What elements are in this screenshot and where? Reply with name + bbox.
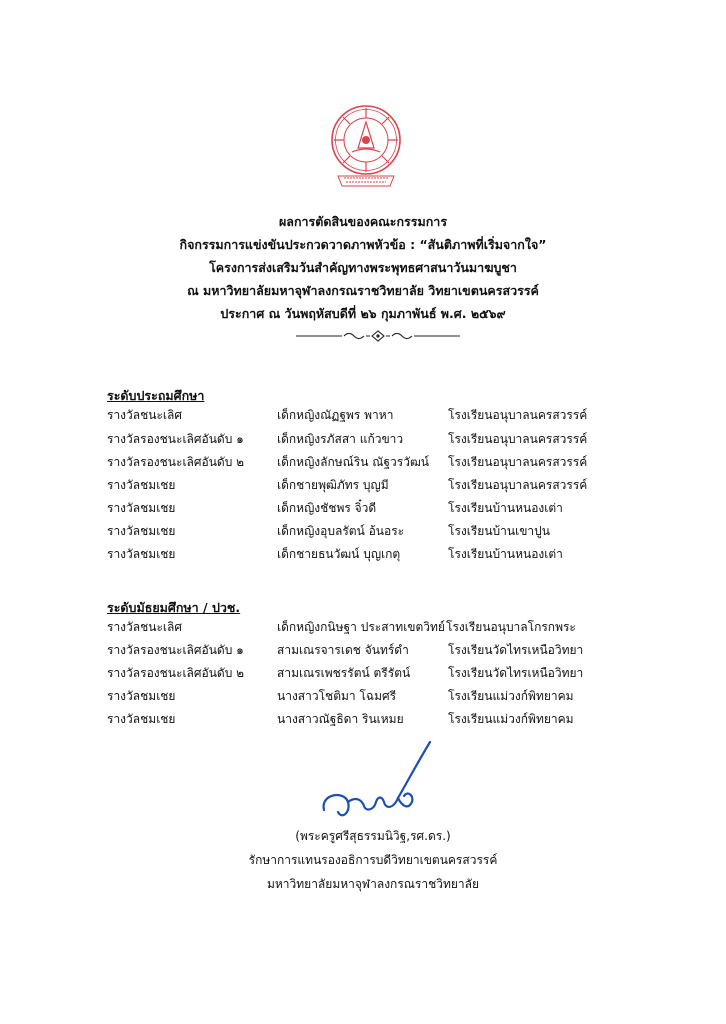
signatory-position: รักษาการแทนรองอธิการบดีวิทยาเขตนครสวรรค์ [248, 853, 498, 867]
primary-section-title: ระดับประถมศึกษา [107, 388, 205, 403]
university-seal-icon [330, 104, 402, 190]
school-name: โรงเรียนอนุบาลนครสวรรค์ [448, 455, 588, 469]
school-name: โรงเรียนวัดไทรเหนือวิทยา [448, 643, 584, 657]
award-label: รางวัลชมเชย [107, 501, 176, 515]
award-label: รางวัลชมเชย [107, 547, 176, 561]
award-label: รางวัลชนะเลิศ [107, 408, 182, 422]
table-row [0, 406, 726, 428]
signatory-name: (พระครูศรีสุธรรมนิวิฐ,รศ.ดร.) [295, 829, 451, 843]
table-row [0, 453, 726, 475]
award-label: รางวัลชมเชย [107, 478, 176, 492]
winner-name: เด็กหญิงชัชพร จิ๋วดี [277, 501, 377, 515]
winner-name: เด็กชายพุฒิภัทร บุญมี [277, 478, 389, 492]
school-name: โรงเรียนบ้านหนองเต่า [448, 501, 563, 515]
winner-name: นางสาวโชติมา โฉมศรี [277, 689, 397, 703]
award-label: รางวัลรองชนะเลิศอันดับ ๒ [107, 455, 245, 469]
school-name: โรงเรียนอนุบาลนครสวรรค์ [448, 408, 588, 422]
table-row [0, 641, 726, 663]
header-project: โครงการส่งเสริมวันสำคัญทางพระพุทธศาสนาวันมาฆบูชา [209, 260, 517, 275]
school-name: โรงเรียนแม่วงก์พิทยาคม [448, 712, 574, 726]
announcement-header [0, 210, 726, 325]
header-activity: กิจกรรมการแข่งขันประกวดวาดภาพหัวข้อ : “สันติภาพที่เริ่มจากใจ” [179, 237, 547, 252]
table-row [0, 545, 726, 567]
award-label: รางวัลชนะเลิศ [107, 620, 182, 634]
award-label: รางวัลชมเชย [107, 689, 176, 703]
school-name: โรงเรียนอนุบาลโกรกพระ [446, 620, 576, 634]
winner-name: สามเณรเพชรรัตน์ ตรีรัตน์ [277, 666, 411, 680]
header-venue: ณ มหาวิทยาลัยมหาจุฬาลงกรณราชวิทยาลัย วิทยาเขตนครสวรรค์ [187, 283, 539, 298]
winner-name: นางสาวณัฐธิดา รินเหมย [277, 712, 404, 726]
award-label: รางวัลชมเชย [107, 712, 176, 726]
winner-name: สามเณรจารเดช จันทร์ดำ [277, 643, 409, 657]
award-label: รางวัลชมเชย [107, 524, 176, 538]
table-row [0, 618, 726, 640]
winner-name: เด็กหญิงอุบลรัตน์ อ้นอระ [277, 524, 405, 538]
school-name: โรงเรียนบ้านเขาปูน [448, 524, 550, 538]
school-name: โรงเรียนแม่วงก์พิทยาคม [448, 689, 574, 703]
signatory-block [240, 824, 506, 896]
secondary-section-title: ระดับมัธยมศึกษา / ปวช. [107, 600, 241, 615]
winner-name: เด็กชายธนวัฒน์ บุญเกตุ [277, 547, 401, 561]
handwritten-signature-icon [318, 740, 436, 828]
header-date: ประกาศ ณ วันพฤหัสบดีที่ ๒๖ กุมภาพันธ์ พ.ศ. ๒๕๖๙ [220, 306, 506, 321]
table-row [0, 522, 726, 544]
table-row [0, 664, 726, 686]
winner-name: เด็กหญิงรภัสสา แก้วขาว [277, 432, 404, 446]
winner-name: เด็กหญิงกนิษฐา ประสาทเขตวิทย์ [277, 620, 445, 634]
award-label: รางวัลรองชนะเลิศอันดับ ๑ [107, 643, 244, 657]
winner-name: เด็กหญิงณัฏฐพร พาหา [277, 408, 394, 422]
school-name: โรงเรียนอนุบาลนครสวรรค์ [448, 432, 588, 446]
table-row [0, 476, 726, 498]
table-row [0, 687, 726, 709]
school-name: โรงเรียนอนุบาลนครสวรรค์ [448, 478, 588, 492]
school-name: โรงเรียนวัดไทรเหนือวิทยา [448, 666, 584, 680]
table-row [0, 710, 726, 732]
ornamental-divider-icon [296, 330, 460, 342]
table-row [0, 499, 726, 521]
table-row [0, 430, 726, 452]
winner-name: เด็กหญิงลักษณ์ริน ณัฐวรวัฒน์ [277, 455, 429, 469]
header-title: ผลการตัดสินของคณะกรรมการ [278, 214, 448, 229]
school-name: โรงเรียนบ้านหนองเต่า [448, 547, 563, 561]
award-label: รางวัลรองชนะเลิศอันดับ ๑ [107, 432, 244, 446]
signatory-organization: มหาวิทยาลัยมหาจุฬาลงกรณราชวิทยาลัย [266, 877, 480, 891]
award-label: รางวัลรองชนะเลิศอันดับ ๒ [107, 666, 245, 680]
